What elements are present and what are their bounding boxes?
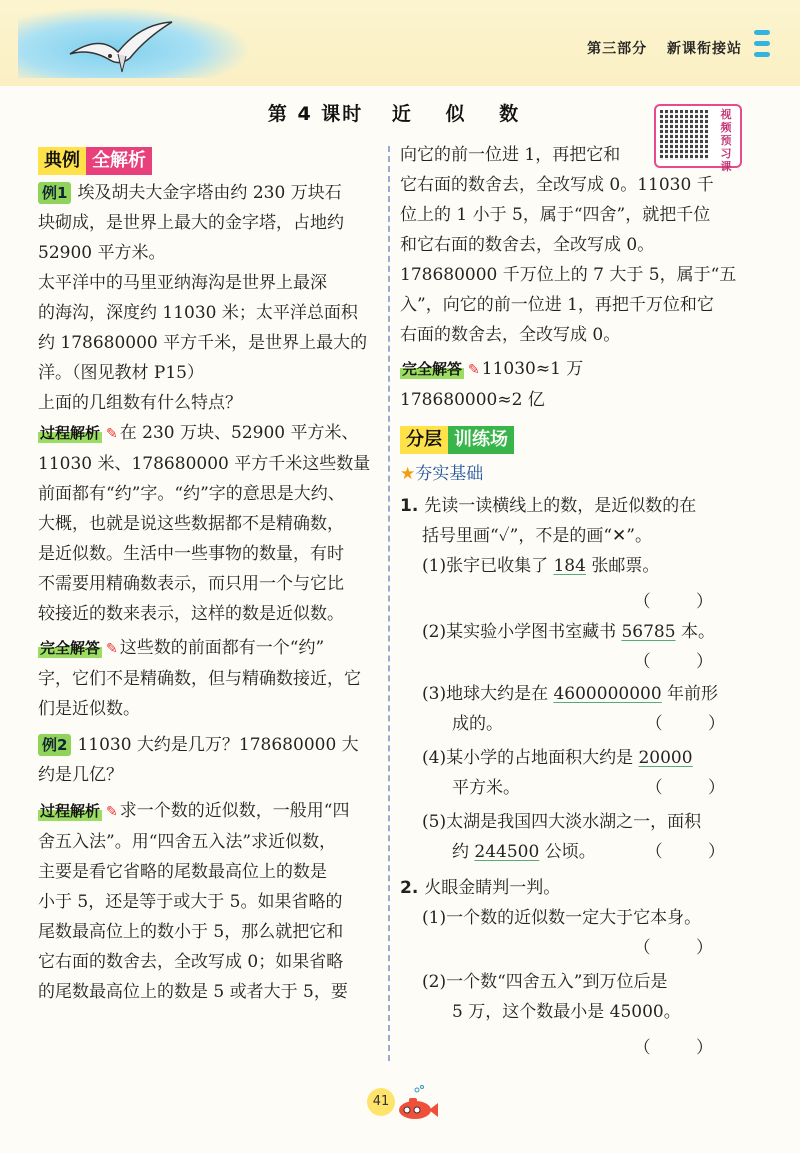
full-answer-1: 完全解答 ✎ 这些数的前面都有一个“约” 字，它们不是精确数，但与精确数接近，它 们是近似数。 [38,638,361,719]
q1-item-3: (3)地球大约是在 4600000000 年前形 [422,684,719,704]
process-analysis-2: 过程解析 ✎ 求一个数的近似数，一般用“四 舍五入法”。用“四舍五入法”求近似数， 主要是看它省略的尾数最高位上的数是 小于 5，还是等于或大于 5。如果省略的 尾数最高位上的数小于 5，那么就把它和 它右面的数舍去，全改写成 0；如果省略 的尾数最高位上的数是 5 或者大于 5，要 [38,801,350,1002]
answer-paren[interactable]: （ ） [645,778,745,798]
tab-marker [754,30,770,68]
q1-item-2: (2)某实验小学图书室藏书 56785 本。 [422,622,715,642]
page-number: 41 [367,1088,395,1116]
right-column [400,140,745,1063]
process-analysis-2-cont: 向它的前一位进 1，再把它和 它右面的数舍去，全改写成 0。11030 千 位上的 1 小于 5，属于“四舍”，就把千位 和它右面的数舍去，全改写成 0。 178680000 千万位上的 7 大于 5，属于“五 入”，向它的前一位进 1，再把千万位和它 右面的数舍去，全改写成 0。 [400,145,737,345]
example-1-text: 太平洋中的马里亚纳海沟是世界上最深 的海沟，深度约 11030 米；太平洋总面积 约 178680000 平方千米，是世界上最大的 洋。（图见教材 P15） 上面的几组数有什么特点？ [38,273,368,413]
star-icon: ★ [400,464,416,484]
q1-item-5-cont: 约 244500 公顷。 （ ） [452,837,745,867]
lesson-name: 近 似 数 [391,103,533,125]
submarine-icon [393,1084,439,1122]
q1-item-1: (1)张宇已收集了 184 张邮票。 [422,556,660,576]
pencil-icon: ✎ [468,362,480,378]
process-tag: 过程解析 [40,424,101,442]
q1-item-4: (4)某小学的占地面积大约是 20000 [422,748,693,768]
seagull-icon [60,14,180,84]
answer-tag: 完全解答 [40,639,101,657]
basic-practice-heading: ★夯实基础 [400,464,484,484]
process-analysis-1: 过程解析 ✎ 在 230 万块、52900 平方米、 11030 米、178680000 平方千米这些数量 前面都有“约”字。“约”字的意思是大约、 大概，也就是说这些数据都不是精确数， 是近似数。生活中一些事物的数量，有时 不需要用精确数表示，而只用一个与它比 较接近的数来表示，这样的数是近似数。 [38,423,371,624]
example-2: 例2 11030 大约是几万？178680000 大 约是几亿？ [38,735,359,785]
lesson-number: 第 4 课时 [267,103,364,125]
pencil-icon: ✎ [106,641,118,657]
q2-item-1: (1)一个数的近似数一定大于它本身。 [422,908,702,928]
example-1-tag: 例1 [38,182,71,204]
process-tag: 过程解析 [40,802,101,820]
answer-paren[interactable]: （ ） [645,842,745,862]
section-heading: 典例 全解析 [38,146,152,176]
practice-heading: 分层 训练场 [400,425,514,455]
example-1: 例1 埃及胡夫大金字塔由约 230 万块石 块砌成，是世界上最大的金字塔，占地约 52900 平方米。 [38,183,344,263]
question-1: 1. 先读一读横线上的数，是近似数的在 括号里画“✓”，不是的画“✕”。 [400,496,697,546]
qr-label: 视频预习课 [720,108,732,173]
q2-item-2-cont: 5 万，这个数最小是 45000。 [452,1002,681,1022]
pencil-icon: ✎ [106,804,118,820]
answer-paren[interactable]: （ ） [645,714,745,734]
column-divider [388,146,390,1061]
question-2: 2. 火眼金睛判一判。 [400,878,561,898]
answer-paren[interactable]: （ ） [633,1038,733,1058]
left-column [38,140,378,1007]
header-text [573,38,742,58]
q1-item-5: (5)太湖是我国四大淡水湖之一，面积 [422,812,702,832]
header-part: 第三部分 [587,41,648,57]
q1-item-4-cont: 平方米。 （ ） [452,773,745,803]
answer-paren[interactable]: （ ） [633,592,733,612]
answer-paren[interactable]: （ ） [633,938,733,958]
q2-item-2: (2)一个数“四舍五入”到万位后是 [422,972,668,992]
example-2-tag: 例2 [38,734,71,756]
pencil-icon: ✎ [106,426,118,442]
q1-item-3-cont: 成的。 （ ） [452,709,745,739]
answer-tag: 完全解答 [402,360,463,378]
full-answer-2: 完全解答 ✎ 11030≈1 万 178680000≈2 亿 [400,359,584,410]
header-series: 新课衔接站 [667,41,742,57]
answer-paren[interactable]: （ ） [633,652,733,672]
